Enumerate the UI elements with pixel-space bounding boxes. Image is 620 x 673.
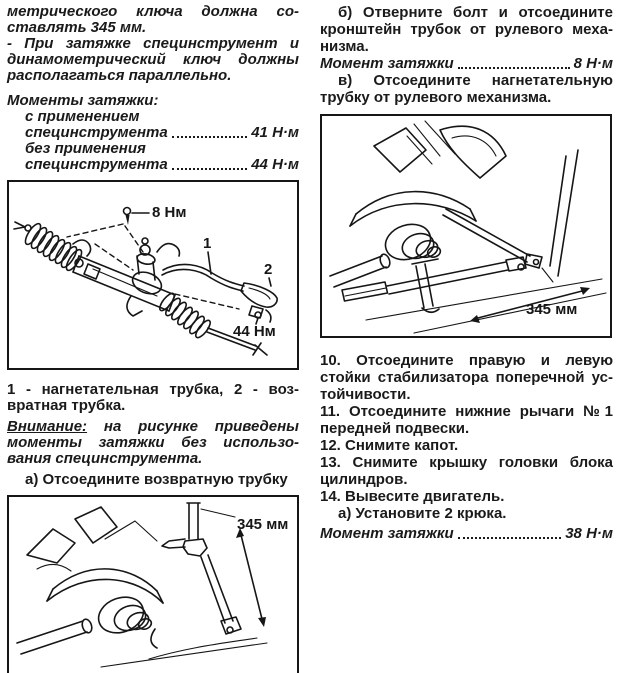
text-line: без применения [25,140,146,157]
text-line: с применением [25,108,140,125]
step-b-remove-bolt [320,4,613,55]
torque-spec-row [7,157,299,173]
step-a-install-hooks: а) Установите 2 крюка. [338,505,507,522]
dimension-label-345mm: 345 мм [526,301,578,318]
text-line: располагаться параллельно. [7,67,232,84]
procedure-list [320,352,613,522]
text-line: ставлять 345 мм. [7,19,147,36]
torque-label: Момент затяжки [320,525,454,542]
list-item-13 [320,454,613,488]
figure-wrench-vertical [7,495,299,673]
text-line: кронштейн трубок от рулевого меха- [320,21,613,38]
paragraph-wrench-length [7,4,299,36]
dot-leader [172,168,247,170]
figure-caption [7,382,299,414]
spec-name: специнструмента [25,156,168,173]
callout-1: 1 [203,235,212,252]
text-line: низма. [320,38,369,55]
step-v-disconnect-pressure-tube [320,72,613,106]
text-line: - При затяжке специнструмент и [7,35,299,52]
list-item-12 [320,437,613,454]
torque-line-8nm [320,55,613,72]
text-line: передней подвески. [320,420,470,437]
dot-leader [172,136,247,138]
spec-name: специнструмента [25,124,168,141]
figure-steering-rack [7,180,299,370]
text-line: стойки стабилизатора поперечной ус- [320,369,613,386]
text-line: вратная трубка. [7,397,126,414]
attention-lead: Внимание: [7,418,88,435]
text-line: цилиндров. [320,471,408,488]
attention-rest: на рисунке приведены [103,418,299,435]
text-line: моменты затяжки без использо- [7,434,299,451]
paragraph-parallel-note [7,36,299,84]
torque-callout-8nm: 8 Нм [152,204,187,221]
text-line: метрического ключа должна со- [7,3,299,20]
text-line: 13. Снимите крышку головки блока [320,454,613,471]
torque-label: Момент затяжки [320,55,454,72]
text-line: б) Отверните болт и отсоедините [338,4,613,21]
text-line: 1 - нагнетательная трубка, 2 - воз- [7,381,299,398]
figure-wrench-horizontal [320,114,612,338]
list-item-14 [320,488,613,505]
text-line: тойчивости. [320,386,411,403]
text-line: трубку от рулевого механизма. [320,89,552,106]
torque-callout-44nm: 44 Нм [233,323,276,340]
torque-spec-row [7,125,299,141]
right-column [320,4,613,542]
dot-leader [458,67,570,69]
spec-value: 44 Н·м [251,156,299,173]
callout-2: 2 [264,261,273,278]
torque-value: 8 Н·м [573,55,613,72]
text-line: вания специнструмента. [7,450,203,467]
text-line: динамометрический ключ должны [7,51,299,68]
left-column [7,4,299,673]
torque-value: 38 Н·м [565,525,613,542]
text-line: 12. Снимите капот. [320,437,459,454]
spec-heading: Моменты затяжки: [7,92,159,109]
text-line: в) Отсоедините нагнетательную [338,72,613,89]
attention-note [7,419,299,467]
torque-line-38nm [320,525,613,542]
dimension-label-345mm: 345 мм [237,516,289,533]
list-item-11 [320,403,613,437]
torque-spec-block [7,109,299,173]
dot-leader [458,537,562,539]
text-line [7,419,299,435]
step-a-disconnect-return-tube: а) Отсоедините возвратную трубку [25,471,288,488]
text-line: 10. Отсоедините правую и левую [320,352,613,369]
spec-value: 41 Н·м [251,124,299,141]
text-line: 14. Вывесите двигатель. [320,488,505,505]
text-line: 11. Отсоедините нижние рычаги №1 [320,403,613,420]
list-item-10 [320,352,613,403]
